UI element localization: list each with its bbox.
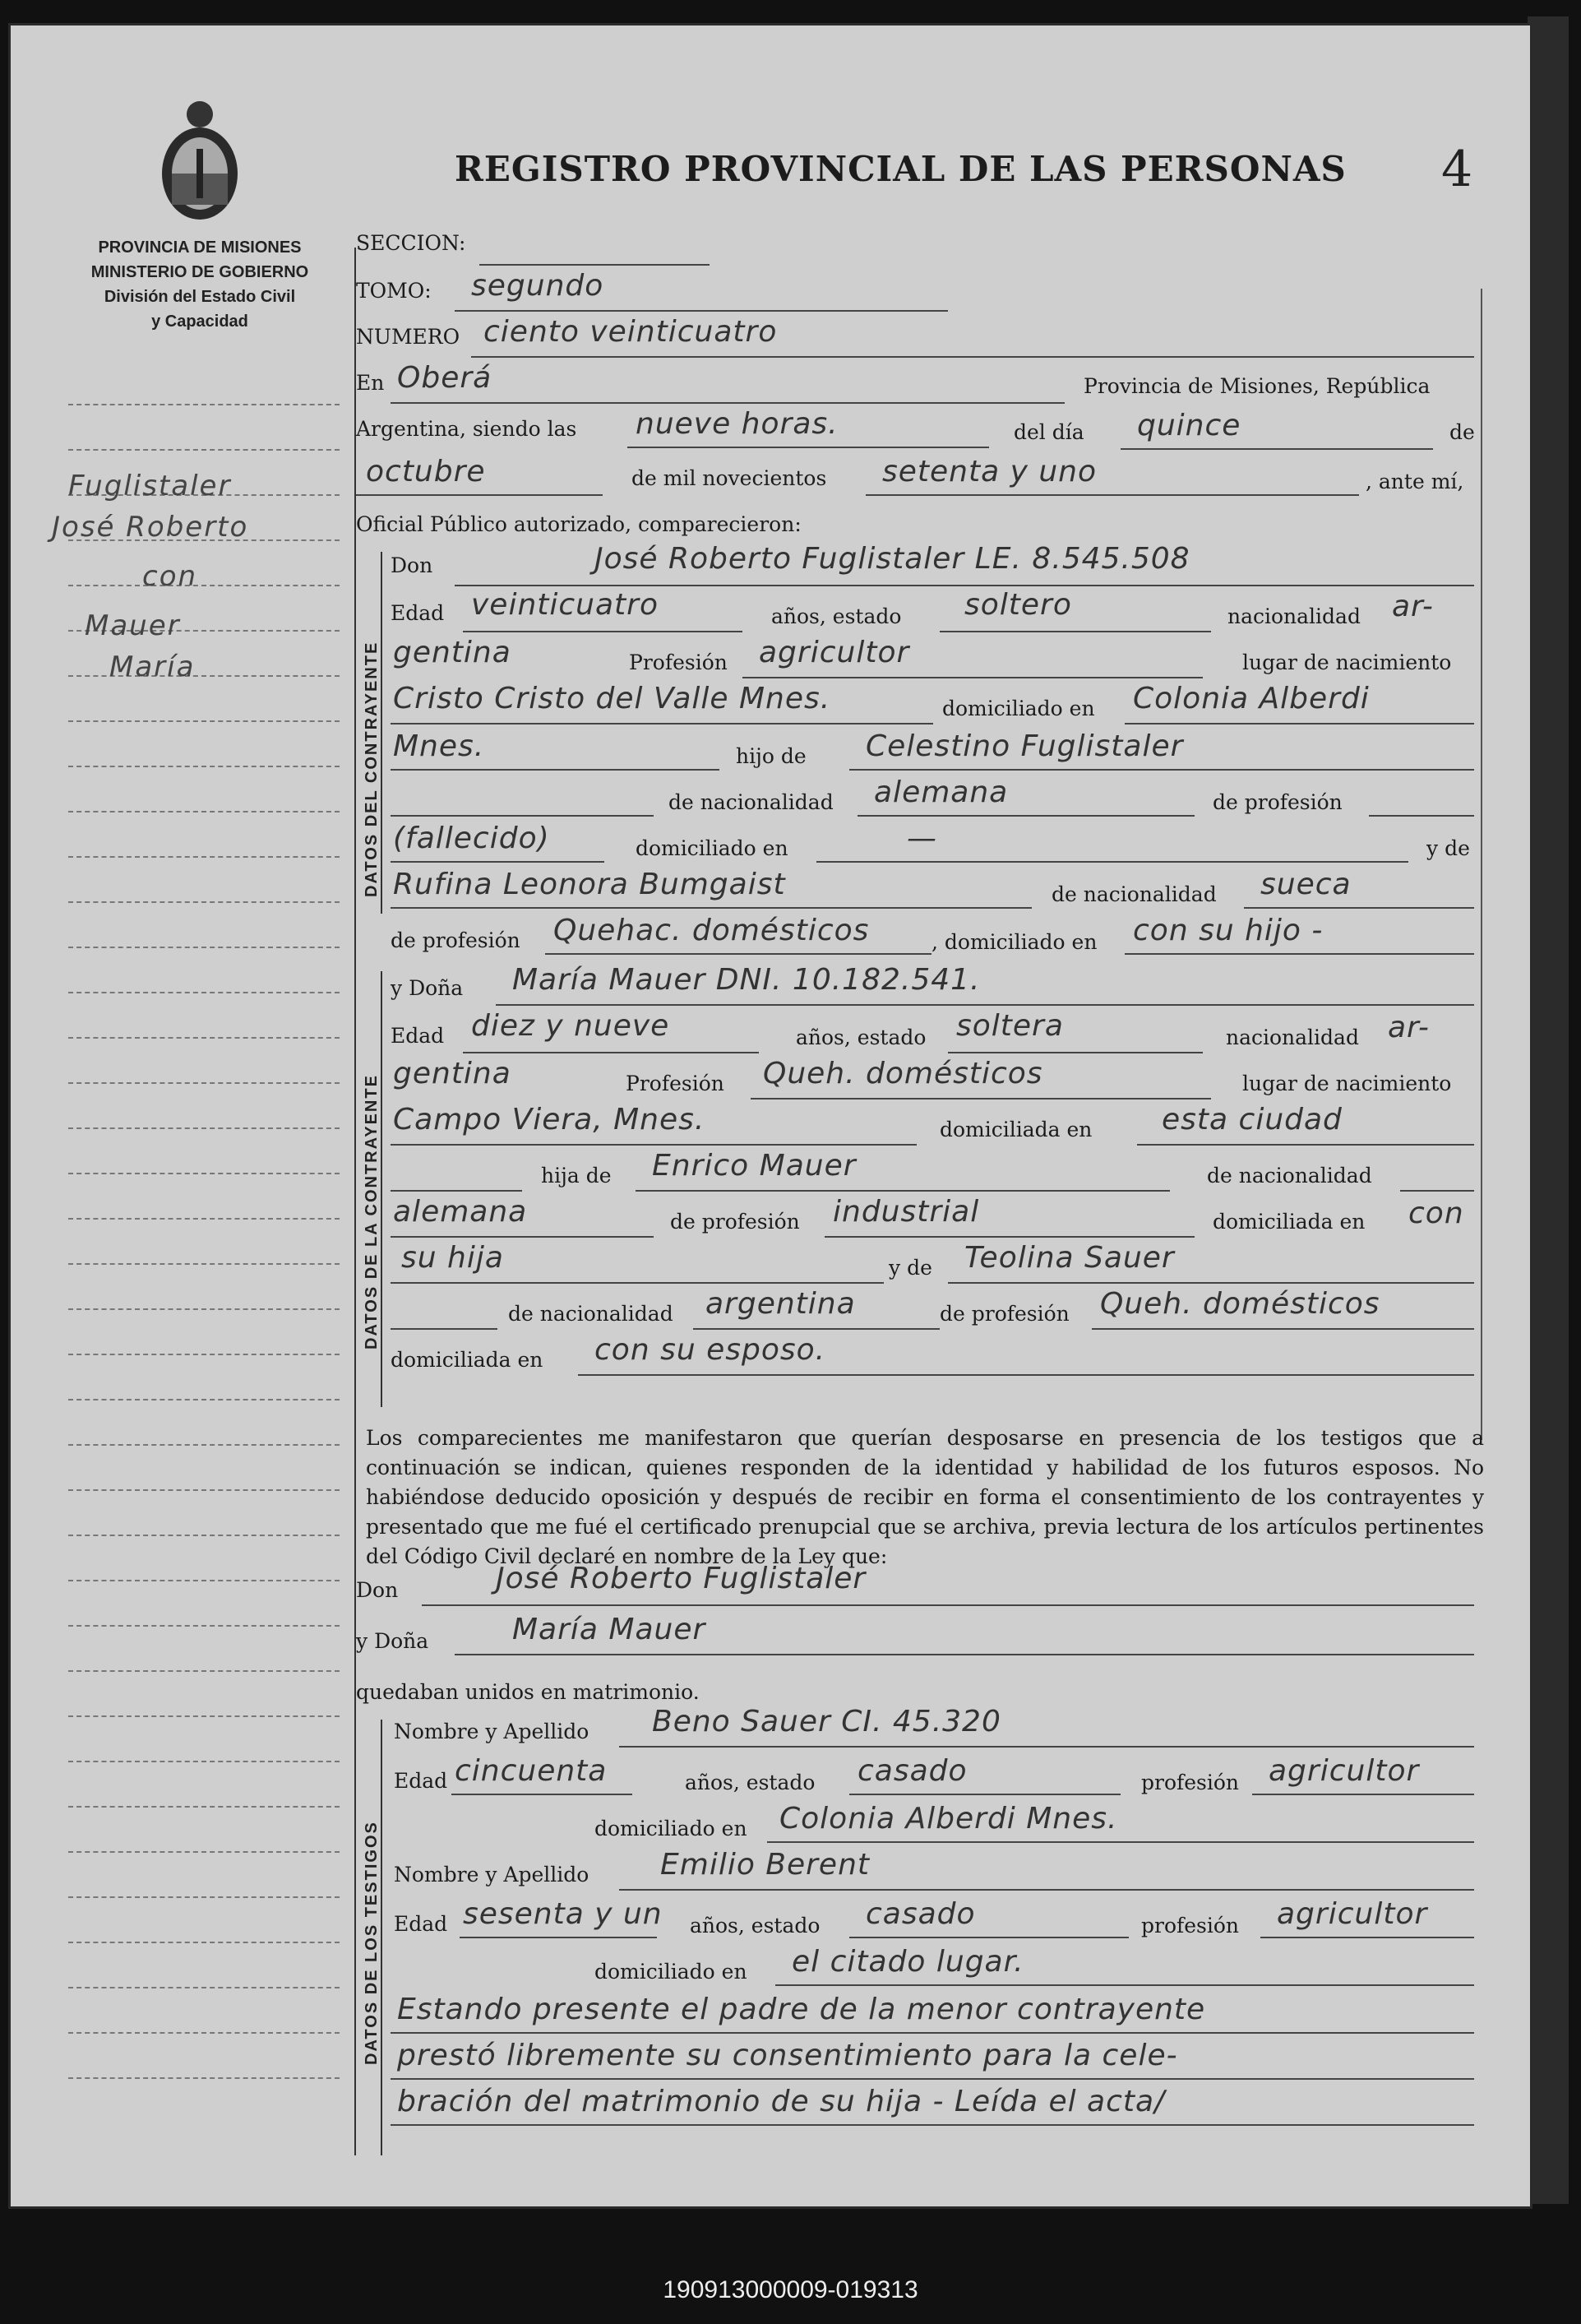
en-label: En — [356, 371, 385, 395]
profesion-line-2 — [751, 1098, 1211, 1100]
madre-line-2 — [948, 1282, 1474, 1284]
margin-rule — [68, 1308, 340, 1310]
t2-profesion-line — [1260, 1937, 1474, 1938]
madre-nac-value: sueca — [1260, 868, 1352, 901]
numero-line — [471, 356, 1474, 358]
y-de-label-2: y de — [889, 1256, 932, 1280]
domicilio-line-2 — [391, 769, 719, 771]
madre-prof-label-2: de profesión — [940, 1302, 1070, 1326]
union-dona-line — [455, 1654, 1474, 1655]
testigo-2-edad: sesenta y un — [463, 1897, 663, 1931]
oficial-label: Oficial Público autorizado, comparecieron: — [356, 512, 802, 536]
madre-nac-label: de nacionalidad — [1052, 882, 1217, 906]
del-dia-label: del día — [1014, 420, 1084, 444]
edad-label: Edad — [391, 601, 445, 625]
t1-edad-line — [451, 1794, 632, 1795]
madre-prof-label: de profesión — [391, 928, 520, 952]
nombre-label-1: Nombre y Apellido — [394, 1720, 589, 1743]
union-dona-value: María Mauer — [512, 1613, 706, 1646]
domiciliado-label: domiciliado en — [942, 697, 1095, 720]
margin-rule — [68, 856, 340, 858]
margin-rule — [68, 1761, 340, 1762]
note-line-1: Estando presente el padre de la menor contrayente — [397, 1993, 1206, 2026]
tomo-label: TOMO: — [356, 279, 432, 303]
right-border — [1481, 289, 1482, 1440]
y-de-label: y de — [1426, 836, 1470, 860]
t1-dom-line — [767, 1841, 1474, 1843]
margin-rule — [68, 1896, 340, 1898]
testigo-1-line — [619, 1746, 1474, 1748]
madre-dom-label-2: domiciliada en — [391, 1348, 543, 1372]
testigo-1-profesion: agricultor — [1269, 1754, 1420, 1788]
padre-dom-value-3: su hija — [401, 1241, 504, 1275]
estado-line-2 — [948, 1052, 1203, 1053]
contrayenta-name: María Mauer DNI. 10.182.541. — [512, 963, 981, 997]
seccion-line — [479, 264, 710, 266]
lugar-line-2 — [391, 1144, 917, 1146]
margin-column — [44, 404, 348, 2172]
padre-prof-line-2 — [825, 1236, 1195, 1238]
de-label: de — [1449, 420, 1475, 444]
dia-value: quince — [1137, 409, 1241, 442]
madre-prof-value-2: Queh. domésticos — [1100, 1287, 1380, 1321]
margin-rule — [68, 1625, 340, 1627]
estado-value: soltero — [964, 588, 1072, 622]
mes-line — [356, 494, 603, 496]
division-label: División del Estado Civil — [104, 288, 296, 306]
madre-nac-line-2 — [693, 1328, 940, 1330]
margin-rule — [68, 1670, 340, 1672]
coat-of-arms-icon — [150, 91, 249, 231]
margin-name: María — [109, 650, 196, 683]
lugar-label-2: lugar de nacimiento — [1242, 1072, 1452, 1095]
padre-prof-value-2: industrial — [833, 1195, 980, 1229]
madre-prof-line — [545, 953, 931, 955]
padre-prof-value-line — [391, 861, 604, 863]
profesion-line — [742, 677, 1203, 678]
madre-dom-value: con su hijo - — [1133, 914, 1324, 947]
testigo-2-profesion: agricultor — [1277, 1897, 1428, 1931]
t2-estado-line — [849, 1937, 1129, 1938]
madre-value-2: Teolina Sauer — [964, 1241, 1175, 1275]
edad-label-t2: Edad — [394, 1912, 448, 1936]
domicilio-line-3 — [1137, 1144, 1474, 1146]
declaration-text: Los comparecientes me manifestaron que querían desposarse en presencia de los testigos que a continuación se indican, quienes responden de la identidad y habilidad de los futuros esposos. No habiéndose deducido oposición y después de recibir en forma el consentimiento de los contrayentes y presentado que me fué el certificado prenupcial que se archiva, previa lectura de los artículos pertinentes del Código Civil declaré en nombre de la Ley que: — [366, 1426, 1484, 1568]
margin-rule — [68, 1082, 340, 1084]
madre-prof-line-2 — [1092, 1328, 1474, 1330]
margin-rule — [68, 2077, 340, 2079]
nacionalidad-value: ar- — [1392, 590, 1434, 623]
padre-nac-value-line — [391, 1236, 654, 1238]
profesion-label-t1: profesión — [1141, 1771, 1240, 1794]
nacionalidad-value-3: ar- — [1388, 1011, 1430, 1044]
blank-line-2 — [391, 1190, 522, 1192]
division-label-2: y Capacidad — [151, 312, 248, 331]
t1-profesion-line — [1252, 1794, 1474, 1795]
padre-prof-label-2: de profesión — [670, 1210, 800, 1234]
en-line — [391, 402, 1065, 404]
margin-name: con — [142, 560, 198, 593]
page-title: REGISTRO PROVINCIAL DE LAS PERSONAS — [455, 149, 1347, 189]
margin-rule — [68, 1399, 340, 1400]
edad-label-2: Edad — [391, 1024, 445, 1048]
margin-rule — [68, 901, 340, 903]
testigo-1-domicilio: Colonia Alberdi Mnes. — [779, 1802, 1118, 1836]
madre-nac-label-2: de nacionalidad — [508, 1302, 673, 1326]
margin-rule — [68, 585, 340, 586]
padre-dom-label: domiciliado en — [636, 836, 788, 860]
margin-rule — [68, 1806, 340, 1808]
padre-prof-value: (fallecido) — [393, 822, 550, 855]
testigo-2-name: Emilio Berent — [660, 1848, 871, 1882]
anio-line — [866, 494, 1359, 496]
note-rule-3 — [391, 2124, 1474, 2126]
ministry-label: MINISTERIO DE GOBIERNO — [90, 263, 309, 281]
nacionalidad-value-4: gentina — [393, 1057, 511, 1090]
issuer-block — [52, 235, 348, 334]
lugar-value-2: Campo Viera, Mnes. — [393, 1103, 705, 1137]
edad-line-2 — [463, 1052, 759, 1053]
padre-nac-line — [858, 815, 1195, 817]
edad-label-t1: Edad — [394, 1769, 448, 1793]
blank-line-3 — [391, 1328, 497, 1330]
margin-rule — [68, 1037, 340, 1039]
name-line — [455, 585, 1474, 586]
page-number: 4 — [1441, 141, 1473, 198]
padre-prof-label: de profesión — [1213, 790, 1343, 814]
margin-rule — [68, 992, 340, 993]
dona-label: y Doña — [391, 976, 464, 1000]
margin-rule — [68, 1715, 340, 1717]
numero-value: ciento veinticuatro — [483, 315, 778, 349]
edad-line — [463, 631, 742, 632]
margin-name: Fuglistaler — [68, 470, 232, 502]
estado-label: años, estado — [771, 604, 902, 628]
madre-dom-value-2: con su esposo. — [594, 1333, 826, 1367]
unidos-label: quedaban unidos en matrimonio. — [356, 1680, 700, 1704]
nombre-label-2: Nombre y Apellido — [394, 1863, 589, 1887]
madre-value: Rufina Leonora Bumgaist — [393, 868, 786, 901]
domicilio-value-3: esta ciudad — [1162, 1103, 1343, 1137]
union-don-value: José Roberto Fuglistaler — [496, 1562, 867, 1595]
margin-name: José Roberto — [52, 511, 249, 544]
padre-line — [849, 769, 1474, 771]
domiciliada-label: domiciliada en — [940, 1118, 1093, 1141]
margin-name: Mauer — [85, 609, 181, 642]
union-don-line — [422, 1604, 1474, 1606]
nacionalidad-label: nacionalidad — [1227, 604, 1361, 628]
horas-line — [627, 447, 989, 448]
padre-nac-value: alemana — [874, 775, 1009, 809]
margin-rule — [68, 1489, 340, 1491]
margin-rule — [68, 1987, 340, 1988]
lugar-label: lugar de nacimiento — [1242, 650, 1452, 674]
margin-rule — [68, 1580, 340, 1581]
hijo-label: hijo de — [736, 744, 807, 768]
mes-value: octubre — [366, 455, 486, 488]
profesion-value-2: Queh. domésticos — [763, 1057, 1043, 1090]
padre-line-2 — [636, 1190, 1170, 1192]
union-don-label: Don — [356, 1578, 399, 1602]
numero-label: NUMERO — [356, 325, 460, 349]
t2-edad-line — [460, 1937, 657, 1938]
padre-nac-label-2: de nacionalidad — [1207, 1164, 1372, 1187]
domiciliado-label-t1: domiciliado en — [594, 1817, 747, 1840]
madre-dom-line — [1125, 953, 1474, 955]
padre-dom-value: — — [907, 822, 937, 855]
margin-rule — [68, 1354, 340, 1355]
seccion-label: SECCION: — [356, 231, 466, 255]
profesion-label: Profesión — [629, 650, 728, 674]
margin-rule — [68, 947, 340, 948]
domicilio-line — [1125, 723, 1474, 725]
nacionalidad-value-2: gentina — [393, 636, 511, 669]
contrayente-section-label: DATOS DEL CONTRAYENTE — [363, 641, 381, 897]
testigo-2-domicilio: el citado lugar. — [792, 1945, 1024, 1979]
domicilio-value: Colonia Alberdi — [1133, 682, 1370, 715]
madre-nac-line — [1244, 907, 1474, 909]
padre-dom-value-2: con — [1408, 1197, 1464, 1230]
margin-rule — [68, 1263, 340, 1265]
horas-value: nueve horas. — [636, 407, 839, 441]
union-dona-label: y Doña — [356, 1629, 429, 1653]
en-value: Oberá — [397, 361, 492, 395]
padre-dom-label-2: domiciliada en — [1213, 1210, 1366, 1234]
margin-rule — [68, 2032, 340, 2034]
estado-value-2: soltera — [956, 1009, 1064, 1043]
t1-estado-line — [849, 1794, 1121, 1795]
image-id-caption: 190913000009-019313 — [663, 2276, 918, 2303]
domicilio-value-2: Mnes. — [393, 729, 485, 763]
profesion-value: agricultor — [759, 636, 910, 669]
hija-label: hija de — [541, 1164, 612, 1187]
madre-dom-line-2 — [578, 1374, 1474, 1376]
margin-rule — [68, 1218, 340, 1220]
margin-rule — [68, 1942, 340, 1943]
contrayenta-section-label: DATOS DE LA CONTRAYENTE — [363, 1074, 381, 1349]
contrayenta-name-line — [496, 1004, 1474, 1006]
margin-rule — [68, 1173, 340, 1174]
anio-value: setenta y uno — [882, 455, 1098, 488]
register-page — [8, 23, 1532, 2209]
testigo-2-line — [619, 1889, 1474, 1891]
margin-rule — [68, 1535, 340, 1536]
testigo-2-estado: casado — [866, 1897, 976, 1931]
domiciliado-label-t2: domiciliado en — [594, 1960, 747, 1984]
note-line-2: prestó libremente su consentimiento para la cele- — [397, 2039, 1178, 2072]
margin-rule — [68, 1127, 340, 1129]
padre-value-2: Enrico Mauer — [652, 1149, 857, 1183]
padre-nac-value-2: alemana — [393, 1195, 528, 1229]
margin-rule — [68, 449, 340, 451]
testigo-1-estado: casado — [858, 1754, 968, 1788]
edad-value: veinticuatro — [471, 588, 659, 622]
margin-rule — [68, 1444, 340, 1446]
testigo-1-name: Beno Sauer CI. 45.320 — [652, 1705, 1001, 1738]
margin-rule — [68, 404, 340, 405]
note-rule-2 — [391, 2078, 1474, 2080]
padre-value: Celestino Fuglistaler — [866, 729, 1184, 763]
estado-label-t1: años, estado — [685, 1771, 816, 1794]
t2-dom-line — [775, 1984, 1474, 1986]
dia-line — [1121, 448, 1433, 450]
lugar-line — [391, 723, 933, 725]
edad-value-2: diez y nueve — [471, 1009, 670, 1043]
province-label: PROVINCIA DE MISIONES — [98, 238, 302, 257]
note-rule-1 — [391, 2032, 1474, 2034]
provincia-label: Provincia de Misiones, República — [1084, 374, 1431, 398]
testigos-section-label: DATOS DE LOS TESTIGOS — [363, 1821, 381, 2065]
don-label: Don — [391, 553, 433, 577]
argentina-label: Argentina, siendo las — [356, 417, 577, 441]
profesion-label-2: Profesión — [626, 1072, 724, 1095]
madre-prof-value: Quehac. domésticos — [553, 914, 870, 947]
blank-line — [391, 815, 654, 817]
padre-nac-label: de nacionalidad — [668, 790, 834, 814]
profesion-label-t2: profesión — [1141, 1914, 1240, 1937]
margin-rule — [68, 766, 340, 767]
padre-dom-line — [816, 861, 1408, 863]
padre-prof-line — [1369, 815, 1474, 817]
estado-line — [940, 631, 1211, 632]
testigo-1-edad: cincuenta — [455, 1754, 608, 1788]
margin-rule — [68, 811, 340, 812]
tomo-value: segundo — [471, 269, 604, 303]
estado-label-2: años, estado — [796, 1025, 927, 1049]
estado-label-t2: años, estado — [690, 1914, 821, 1937]
padre-dom-line-2 — [391, 1282, 884, 1284]
note-line-3: bración del matrimonio de su hija - Leída el acta/ — [397, 2085, 1166, 2118]
padre-nac-line-2 — [1400, 1190, 1474, 1192]
book-edge — [1528, 16, 1569, 2204]
madre-nac-value-2: argentina — [705, 1287, 856, 1321]
mil-label: de mil novecientos — [631, 466, 827, 490]
madre-dom-label: , domiciliado en — [931, 930, 1098, 954]
madre-line — [391, 907, 1032, 909]
nacionalidad-label-2: nacionalidad — [1226, 1025, 1359, 1049]
tomo-line — [455, 310, 948, 312]
lugar-value: Cristo Cristo del Valle Mnes. — [393, 682, 831, 715]
contrayente-name: José Roberto Fuglistaler LE. 8.545.508 — [594, 542, 1190, 576]
margin-rule — [68, 1851, 340, 1853]
ante-label: , ante mí, — [1366, 470, 1464, 493]
margin-rule — [68, 720, 340, 722]
